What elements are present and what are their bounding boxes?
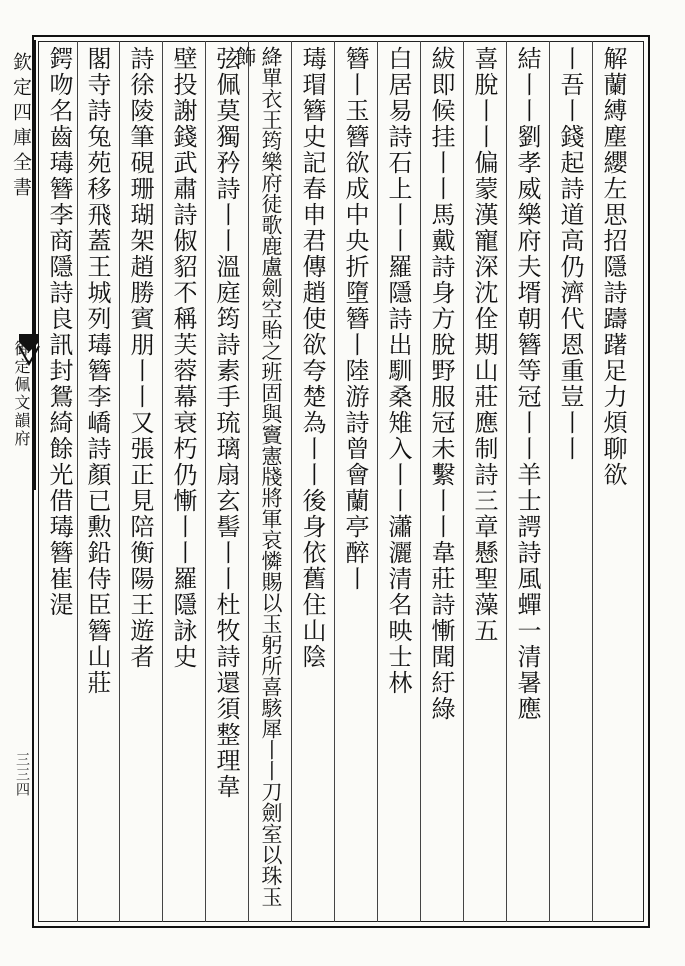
page-number: 三三四 xyxy=(14,752,30,797)
text-column: 詩徐陵筆硯珊瑚架趙勝賓朋丨丨又張正見陪衡陽王遊者 xyxy=(126,46,154,670)
text-column: 白居易詩石上丨丨羅隱詩出馴桑雉入丨丨瀟灑清名映士林 xyxy=(384,46,412,696)
text-column: 喜脫丨丨偏蒙漢寵深沈佺期山莊應制詩三章懸聖藻五 xyxy=(470,46,498,644)
column-rule xyxy=(549,41,550,922)
text-column: 閣寺詩兔苑移飛蓋王城列瑇簪李嶠詩顏已勲鉛侍臣簪山莊 xyxy=(83,46,111,696)
text-column: 解蘭縛塵纓左思招隱詩躊躇足力煩聊欲 xyxy=(599,46,627,488)
column-rule xyxy=(248,41,249,922)
column-rule xyxy=(377,41,378,922)
text-column: 丨吾丨錢起詩道高仍濟代恩重豈丨丨 xyxy=(556,46,584,462)
column-rule xyxy=(334,41,335,922)
text-column: 紱即候挂丨丨馬戴詩身方脫野服冠未繫丨丨韋莊詩慚聞紆綠 xyxy=(427,46,455,722)
column-rule xyxy=(119,41,120,922)
sub-title: 御定佩文韻府 xyxy=(12,340,31,448)
text-column: 弦佩莫獨矜詩丨丨溫庭筠詩素手琉璃扇玄髻丨丨杜牧詩還須整理韋 xyxy=(212,46,240,800)
column-rule xyxy=(506,41,507,922)
text-column: 瑇瑁簪史記春申君傳趙使欲夸楚為丨丨後身依舊住山陰 xyxy=(298,46,326,670)
book-title: 欽定四庫全書 xyxy=(10,52,32,202)
column-rule xyxy=(420,41,421,922)
text-column: 絳單衣王筠樂府徒歌鹿盧劍空貽之班固與竇憲牋將軍哀憐賜以玉躬所喜駭犀丨丨刀劍室以珠玉飾 xyxy=(233,46,283,907)
text-column: 結丨丨劉孝威樂府夫壻朝簪等冠丨丨羊士諤詩風蟬一清暑應 xyxy=(513,46,541,722)
column-rule xyxy=(463,41,464,922)
column-rule xyxy=(162,41,163,922)
text-column: 簪丨玉簪欲成中央折墮簪丨陸游詩曾會蘭亭醉丨 xyxy=(341,46,369,592)
column-rule xyxy=(291,41,292,922)
column-rule xyxy=(77,41,78,922)
margin-strip xyxy=(8,40,36,490)
column-rule xyxy=(205,41,206,922)
text-column: 鍔吻名齒瑇簪李商隱詩良訊封鴛綺餘光借瑇簪崔湜 xyxy=(45,46,73,618)
text-column: 壁投謝錢武肅詩俶貂不稱芙蓉幕衰朽仍慚丨丨羅隱詠史 xyxy=(169,46,197,670)
column-rule xyxy=(592,41,593,922)
